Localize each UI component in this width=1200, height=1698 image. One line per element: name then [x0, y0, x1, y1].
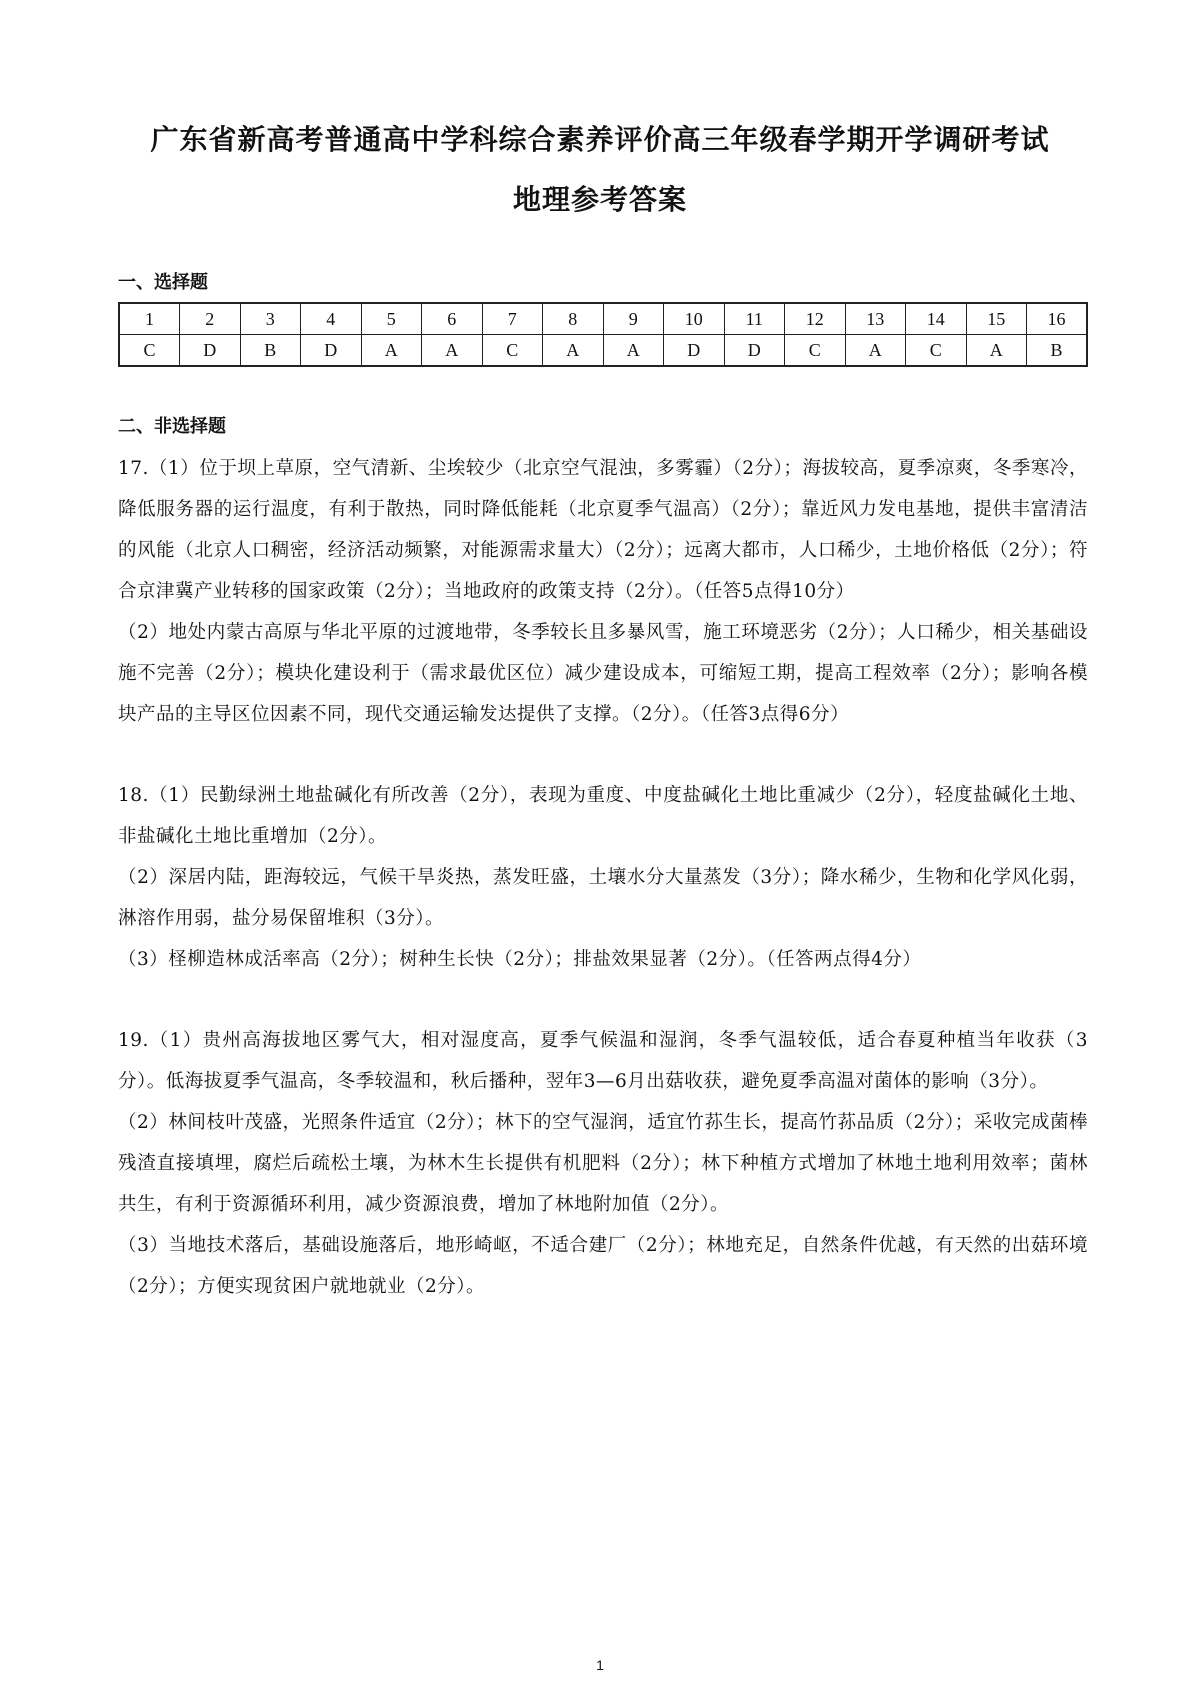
q19-part2: （2）林间枝叶茂盛，光照条件适宜（2分）；林下的空气湿润，适宜竹荪生长，提高竹荪品质（2分）；采收完成菌棒残渣直接填埋，腐烂后疏松土壤，为林木生长提供有机肥料（2分）；林下种植方式增加了林地土地利用效率；菌林共生，有利于资源循环利用，减少资源浪费，增加了林地附加值（2分）。	[118, 1112, 1088, 1215]
question-number-cell: 1	[119, 303, 180, 335]
question-number-cell: 4	[301, 303, 362, 335]
document-subtitle: 地理参考答案	[512, 183, 687, 216]
q19-part1: 19.（1）贵州高海拔地区雾气大，相对湿度高，夏季气候温和湿润，冬季气温较低，适合春夏种植当年收获（3分）。低海拔夏季气温高，冬季较温和，秋后播种，翌年3—6月出菇收获，避免夏季高温对菌体的影响（3分）。	[118, 1030, 1088, 1092]
question-number-cell: 2	[180, 303, 241, 335]
question-number-cell: 15	[966, 303, 1027, 335]
answer-cell: C	[785, 335, 846, 367]
q17-part1: 17.（1）位于坝上草原，空气清新、尘埃较少（北京空气混浊，多雾霾）（2分）；海拔较高，夏季凉爽，冬季寒冷，降低服务器的运行温度，有利于散热，同时降低能耗（北京夏季气温高）（2分）；靠近风力发电基地，提供丰富清洁的风能（北京人口稠密，经济活动频繁，对能源需求量大）（2分）；远离大都市，人口稀少，土地价格低（2分）；符合京津冀产业转移的国家政策（2分）；当地政府的政策支持（2分）。（任答5点得10分）	[118, 458, 1088, 602]
question-number-cell: 10	[664, 303, 725, 335]
q18-part2: （2）深居内陆，距海较远，气候干旱炎热，蒸发旺盛，土壤水分大量蒸发（3分）；降水稀少，生物和化学风化弱，淋溶作用弱，盐分易保留堆积（3分）。	[118, 867, 1088, 929]
question-number-cell: 12	[785, 303, 846, 335]
section-heading-multiple-choice: 一、选择题	[118, 272, 208, 293]
spacer	[118, 735, 1088, 775]
question-number-cell: 6	[422, 303, 483, 335]
answer-cell: C	[119, 335, 180, 367]
answer-cell: A	[422, 335, 483, 367]
page-number: 1	[596, 1657, 604, 1673]
q17-part2: （2）地处内蒙古高原与华北平原的过渡地带，冬季较长且多暴风雪，施工环境恶劣（2分）；人口稀少，相关基础设施不完善（2分）；模块化建设利于（需求最优区位）减少建设成本，可缩短工期，提高工程效率（2分）；影响各模块产品的主导区位因素不同，现代交通运输发达提供了支撑。（2分）。（任答3点得6分）	[118, 622, 1088, 725]
q18-part3: （3）柽柳造林成活率高（2分）；树种生长快（2分）；排盐效果显著（2分）。（任答两点得4分）	[118, 949, 922, 970]
q18-part1: 18.（1）民勤绿洲土地盐碱化有所改善（2分），表现为重度、中度盐碱化土地比重减少（2分），轻度盐碱化土地、非盐碱化土地比重增加（2分）。	[118, 785, 1088, 847]
question-number-cell: 3	[240, 303, 301, 335]
section-heading-free-response: 二、非选择题	[118, 416, 226, 437]
answer-cell: A	[361, 335, 422, 367]
answer-cell: D	[180, 335, 241, 367]
answer-table-answer-row	[119, 335, 1087, 367]
answer-cell: A	[845, 335, 906, 367]
answer-table	[118, 302, 1088, 367]
answer-cell: C	[906, 335, 967, 367]
question-number-cell: 13	[845, 303, 906, 335]
answer-cell: B	[1027, 335, 1088, 367]
question-number-cell: 16	[1027, 303, 1088, 335]
answer-cell: D	[301, 335, 362, 367]
question-number-cell: 11	[724, 303, 785, 335]
answer-cell: D	[664, 335, 725, 367]
question-number-cell: 14	[906, 303, 967, 335]
answer-cell: A	[966, 335, 1027, 367]
free-response-answers	[118, 448, 1088, 1307]
question-number-cell: 7	[482, 303, 543, 335]
answer-cell: D	[724, 335, 785, 367]
question-number-cell: 8	[543, 303, 604, 335]
document-title: 广东省新高考普通高中学科综合素养评价高三年级春学期开学调研考试	[150, 123, 1050, 156]
answer-cell: A	[603, 335, 664, 367]
answer-cell: B	[240, 335, 301, 367]
question-number-cell: 9	[603, 303, 664, 335]
spacer	[118, 980, 1088, 1020]
question-number-cell: 5	[361, 303, 422, 335]
answer-cell: C	[482, 335, 543, 367]
q19-part3: （3）当地技术落后，基础设施落后，地形崎岖，不适合建厂（2分）；林地充足，自然条件优越，有天然的出菇环境（2分）；方便实现贫困户就地就业（2分）。	[118, 1235, 1088, 1297]
answer-table-number-row	[119, 303, 1087, 335]
answer-cell: A	[543, 335, 604, 367]
